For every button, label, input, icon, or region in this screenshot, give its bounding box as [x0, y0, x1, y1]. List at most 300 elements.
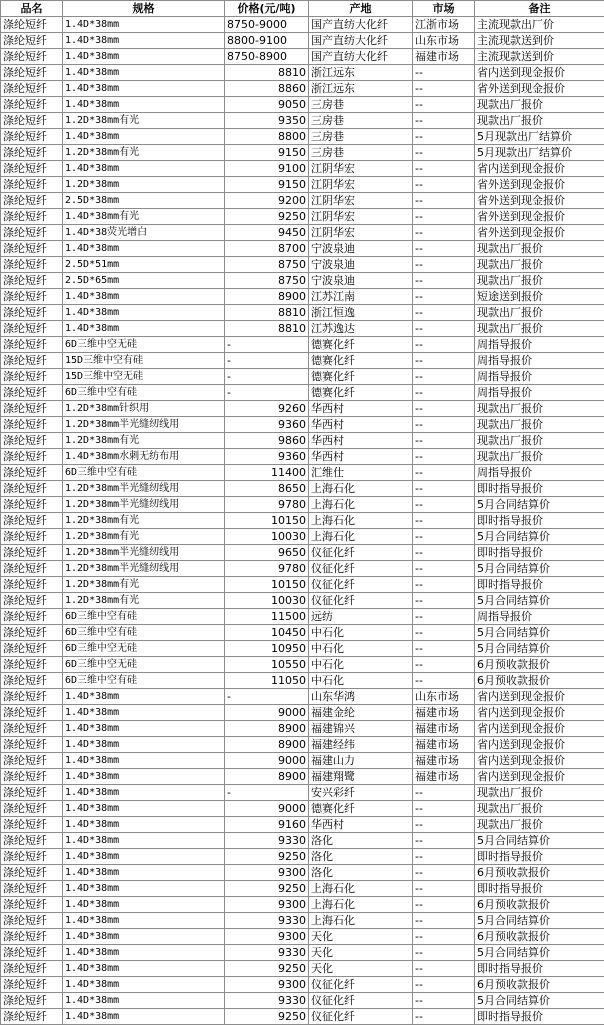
cell-origin: 洛化	[309, 849, 413, 865]
cell-spec: 1.4D*38mm	[63, 769, 225, 785]
cell-remark: 周指导报价	[475, 609, 604, 625]
cell-market: --	[413, 593, 475, 609]
cell-spec: 1.2D*38mm有光	[63, 433, 225, 449]
cell-origin: 江阴华宏	[309, 193, 413, 209]
cell-product-name: 涤纶短纤	[1, 673, 63, 689]
cell-price: 9300	[225, 977, 309, 993]
cell-market: --	[413, 497, 475, 513]
cell-price: 8860	[225, 81, 309, 97]
cell-remark: 5月合同结算价	[475, 833, 604, 849]
cell-remark: 省内送到现金报价	[475, 769, 604, 785]
cell-price: 8900	[225, 721, 309, 737]
cell-price: 9360	[225, 417, 309, 433]
cell-price: 11050	[225, 673, 309, 689]
cell-market: --	[413, 97, 475, 113]
cell-market: --	[413, 673, 475, 689]
cell-origin: 江阴华宏	[309, 177, 413, 193]
cell-price: 10030	[225, 529, 309, 545]
cell-remark: 省内送到现金报价	[475, 753, 604, 769]
cell-market: 山东市场	[413, 689, 475, 705]
cell-spec: 6D三维中空有硅	[63, 465, 225, 481]
cell-spec: 1.2D*38mm有光	[63, 513, 225, 529]
cell-spec: 1.4D*38mm	[63, 993, 225, 1009]
cell-price: 8800-9100	[225, 33, 309, 49]
table-row	[1, 385, 604, 401]
cell-price: 8900	[225, 737, 309, 753]
table-row	[1, 529, 604, 545]
cell-price: 10450	[225, 625, 309, 641]
cell-origin: 仪征化纤	[309, 977, 413, 993]
cell-product-name: 涤纶短纤	[1, 769, 63, 785]
cell-price: 9350	[225, 113, 309, 129]
cell-product-name: 涤纶短纤	[1, 97, 63, 113]
cell-price: -	[225, 385, 309, 401]
cell-market: 山东市场	[413, 33, 475, 49]
cell-origin: 福建金纶	[309, 705, 413, 721]
cell-product-name: 涤纶短纤	[1, 609, 63, 625]
cell-market: --	[413, 801, 475, 817]
cell-remark: 现款出厂报价	[475, 433, 604, 449]
cell-spec: 15D三维中空有硅	[63, 353, 225, 369]
cell-product-name: 涤纶短纤	[1, 817, 63, 833]
cell-spec: 1.4D*38荧光增白	[63, 225, 225, 241]
cell-spec: 1.4D*38mm	[63, 833, 225, 849]
cell-origin: 安兴彩纤	[309, 785, 413, 801]
cell-price: 9330	[225, 833, 309, 849]
cell-origin: 山东华鸿	[309, 689, 413, 705]
cell-product-name: 涤纶短纤	[1, 305, 63, 321]
cell-market: --	[413, 961, 475, 977]
cell-product-name: 涤纶短纤	[1, 577, 63, 593]
cell-price: 9860	[225, 433, 309, 449]
cell-price: 9150	[225, 177, 309, 193]
table-row	[1, 769, 604, 785]
cell-product-name: 涤纶短纤	[1, 193, 63, 209]
cell-price: -	[225, 353, 309, 369]
table-row	[1, 593, 604, 609]
cell-market: --	[413, 865, 475, 881]
cell-market: --	[413, 113, 475, 129]
cell-remark: 省外送到现金报价	[475, 193, 604, 209]
cell-price: 8900	[225, 769, 309, 785]
cell-product-name: 涤纶短纤	[1, 753, 63, 769]
table-row	[1, 417, 604, 433]
cell-product-name: 涤纶短纤	[1, 1009, 63, 1025]
cell-product-name: 涤纶短纤	[1, 81, 63, 97]
cell-origin: 江阴华宏	[309, 161, 413, 177]
cell-origin: 中石化	[309, 641, 413, 657]
table-row	[1, 513, 604, 529]
cell-origin: 国产直纺大化纤	[309, 33, 413, 49]
cell-market: --	[413, 417, 475, 433]
cell-remark: 6月预收款报价	[475, 673, 604, 689]
cell-price: -	[225, 785, 309, 801]
cell-product-name: 涤纶短纤	[1, 497, 63, 513]
table-row	[1, 673, 604, 689]
cell-remark: 即时指导报价	[475, 1009, 604, 1025]
cell-market: --	[413, 609, 475, 625]
cell-spec: 1.4D*38mm	[63, 913, 225, 929]
table-row	[1, 273, 604, 289]
cell-origin: 洛化	[309, 833, 413, 849]
cell-remark: 省内送到现金报价	[475, 705, 604, 721]
cell-price: 9780	[225, 497, 309, 513]
cell-origin: 汇维仕	[309, 465, 413, 481]
cell-remark: 现款出厂报价	[475, 801, 604, 817]
cell-product-name: 涤纶短纤	[1, 353, 63, 369]
cell-remark: 5月合同结算价	[475, 561, 604, 577]
cell-remark: 即时指导报价	[475, 881, 604, 897]
cell-price: 9300	[225, 897, 309, 913]
table-row	[1, 369, 604, 385]
cell-price: 9150	[225, 145, 309, 161]
cell-product-name: 涤纶短纤	[1, 401, 63, 417]
cell-remark: 省内送到现金报价	[475, 689, 604, 705]
cell-market: 福建市场	[413, 49, 475, 65]
cell-price: 10150	[225, 577, 309, 593]
table-row	[1, 993, 604, 1009]
table-row	[1, 177, 604, 193]
cell-spec: 1.2D*38mm有光	[63, 113, 225, 129]
table-row	[1, 753, 604, 769]
cell-origin: 三房巷	[309, 97, 413, 113]
cell-product-name: 涤纶短纤	[1, 961, 63, 977]
cell-remark: 周指导报价	[475, 369, 604, 385]
cell-spec: 1.4D*38mm	[63, 865, 225, 881]
table-row	[1, 737, 604, 753]
cell-origin: 三房巷	[309, 113, 413, 129]
header-market: 市场	[413, 1, 475, 17]
table-row	[1, 465, 604, 481]
cell-remark: 5月合同结算价	[475, 945, 604, 961]
table-row	[1, 785, 604, 801]
cell-product-name: 涤纶短纤	[1, 897, 63, 913]
cell-product-name: 涤纶短纤	[1, 849, 63, 865]
cell-remark: 主流现款送到价	[475, 33, 604, 49]
cell-origin: 福建山力	[309, 753, 413, 769]
cell-spec: 1.2D*38mm半光缝纫线用	[63, 417, 225, 433]
table-row	[1, 145, 604, 161]
cell-price: -	[225, 369, 309, 385]
cell-remark: 6月预收款报价	[475, 657, 604, 673]
cell-origin: 浙江远东	[309, 81, 413, 97]
table-row	[1, 657, 604, 673]
cell-product-name: 涤纶短纤	[1, 289, 63, 305]
header-spec: 规格	[63, 1, 225, 17]
cell-origin: 华西村	[309, 449, 413, 465]
cell-origin: 上海石化	[309, 513, 413, 529]
cell-price: 8750	[225, 273, 309, 289]
cell-remark: 5月合同结算价	[475, 993, 604, 1009]
cell-origin: 天化	[309, 945, 413, 961]
cell-spec: 1.4D*38mm	[63, 161, 225, 177]
cell-origin: 仪征化纤	[309, 1009, 413, 1025]
cell-price: 10150	[225, 513, 309, 529]
cell-market: --	[413, 385, 475, 401]
table-row	[1, 865, 604, 881]
cell-product-name: 涤纶短纤	[1, 705, 63, 721]
table-row	[1, 801, 604, 817]
cell-remark: 主流现款出厂价	[475, 17, 604, 33]
cell-origin: 德赛化纤	[309, 337, 413, 353]
cell-remark: 现款出厂报价	[475, 305, 604, 321]
cell-price: 8810	[225, 65, 309, 81]
cell-price: 9000	[225, 753, 309, 769]
cell-product-name: 涤纶短纤	[1, 593, 63, 609]
table-row	[1, 17, 604, 33]
cell-market: --	[413, 241, 475, 257]
cell-product-name: 涤纶短纤	[1, 161, 63, 177]
cell-price: 11500	[225, 609, 309, 625]
table-row	[1, 817, 604, 833]
cell-price: 8750-8900	[225, 49, 309, 65]
cell-market: --	[413, 1009, 475, 1025]
cell-origin: 宁波泉迪	[309, 273, 413, 289]
cell-remark: 省内送到现金报价	[475, 65, 604, 81]
cell-price: 9250	[225, 961, 309, 977]
cell-market: --	[413, 209, 475, 225]
cell-price: 9000	[225, 705, 309, 721]
cell-product-name: 涤纶短纤	[1, 129, 63, 145]
cell-price: 8700	[225, 241, 309, 257]
cell-origin: 福建经纬	[309, 737, 413, 753]
cell-product-name: 涤纶短纤	[1, 785, 63, 801]
cell-origin: 洛化	[309, 865, 413, 881]
cell-origin: 德赛化纤	[309, 801, 413, 817]
cell-spec: 2.5D*38mm	[63, 193, 225, 209]
cell-spec: 1.4D*38mm	[63, 305, 225, 321]
cell-product-name: 涤纶短纤	[1, 801, 63, 817]
cell-product-name: 涤纶短纤	[1, 433, 63, 449]
cell-price: 8810	[225, 321, 309, 337]
cell-spec: 1.4D*38mm	[63, 289, 225, 305]
cell-product-name: 涤纶短纤	[1, 33, 63, 49]
cell-price: 8650	[225, 481, 309, 497]
cell-remark: 5月现款出厂结算价	[475, 129, 604, 145]
cell-market: --	[413, 897, 475, 913]
cell-product-name: 涤纶短纤	[1, 209, 63, 225]
cell-product-name: 涤纶短纤	[1, 369, 63, 385]
table-row	[1, 497, 604, 513]
cell-spec: 6D三维中空无硅	[63, 337, 225, 353]
cell-origin: 天化	[309, 961, 413, 977]
table-row	[1, 449, 604, 465]
cell-spec: 1.4D*38mm	[63, 945, 225, 961]
cell-price: 9050	[225, 97, 309, 113]
cell-remark: 周指导报价	[475, 385, 604, 401]
cell-remark: 6月预收款报价	[475, 977, 604, 993]
cell-origin: 宁波泉迪	[309, 241, 413, 257]
cell-remark: 现款出厂报价	[475, 449, 604, 465]
table-row	[1, 193, 604, 209]
cell-price: 9100	[225, 161, 309, 177]
table-row	[1, 81, 604, 97]
cell-product-name: 涤纶短纤	[1, 561, 63, 577]
cell-market: --	[413, 353, 475, 369]
table-row	[1, 929, 604, 945]
table-row	[1, 353, 604, 369]
cell-spec: 1.4D*38mm	[63, 737, 225, 753]
cell-product-name: 涤纶短纤	[1, 417, 63, 433]
table-row	[1, 113, 604, 129]
cell-market: --	[413, 129, 475, 145]
table-row	[1, 849, 604, 865]
cell-price: 9450	[225, 225, 309, 241]
cell-spec: 15D三维中空无硅	[63, 369, 225, 385]
header-remark: 备注	[475, 1, 604, 17]
cell-product-name: 涤纶短纤	[1, 945, 63, 961]
cell-spec: 6D三维中空有硅	[63, 625, 225, 641]
cell-market: 福建市场	[413, 753, 475, 769]
cell-remark: 即时指导报价	[475, 849, 604, 865]
cell-price: 9000	[225, 801, 309, 817]
cell-market: --	[413, 225, 475, 241]
cell-spec: 1.4D*38mm	[63, 961, 225, 977]
cell-remark: 现款出厂报价	[475, 785, 604, 801]
cell-spec: 1.2D*38mm半光缝纫线用	[63, 545, 225, 561]
cell-price: 10950	[225, 641, 309, 657]
cell-spec: 2.5D*65mm	[63, 273, 225, 289]
cell-remark: 周指导报价	[475, 353, 604, 369]
cell-remark: 现款出厂报价	[475, 321, 604, 337]
cell-price: 8800	[225, 129, 309, 145]
cell-origin: 上海石化	[309, 497, 413, 513]
cell-remark: 现款出厂报价	[475, 257, 604, 273]
cell-spec: 1.4D*38mm	[63, 721, 225, 737]
table-row	[1, 401, 604, 417]
cell-spec: 1.4D*38mm	[63, 17, 225, 33]
table-row	[1, 881, 604, 897]
cell-product-name: 涤纶短纤	[1, 49, 63, 65]
cell-remark: 省外送到现金报价	[475, 225, 604, 241]
cell-price: 9250	[225, 849, 309, 865]
cell-product-name: 涤纶短纤	[1, 529, 63, 545]
cell-price: 9330	[225, 913, 309, 929]
cell-market: 福建市场	[413, 769, 475, 785]
cell-origin: 上海石化	[309, 897, 413, 913]
cell-market: --	[413, 641, 475, 657]
cell-price: 9250	[225, 209, 309, 225]
header-origin: 产地	[309, 1, 413, 17]
cell-origin: 浙江恒逸	[309, 305, 413, 321]
cell-product-name: 涤纶短纤	[1, 321, 63, 337]
cell-origin: 福建翔鹭	[309, 769, 413, 785]
cell-market: --	[413, 977, 475, 993]
cell-market: --	[413, 65, 475, 81]
cell-price: 9330	[225, 945, 309, 961]
cell-product-name: 涤纶短纤	[1, 465, 63, 481]
cell-remark: 即时指导报价	[475, 513, 604, 529]
cell-market: --	[413, 481, 475, 497]
cell-product-name: 涤纶短纤	[1, 993, 63, 1009]
cell-origin: 福建锦兴	[309, 721, 413, 737]
cell-origin: 仪征化纤	[309, 993, 413, 1009]
cell-product-name: 涤纶短纤	[1, 481, 63, 497]
cell-remark: 现款出厂报价	[475, 273, 604, 289]
table-row	[1, 257, 604, 273]
cell-remark: 即时指导报价	[475, 545, 604, 561]
cell-product-name: 涤纶短纤	[1, 545, 63, 561]
cell-origin: 上海石化	[309, 881, 413, 897]
cell-origin: 仪征化纤	[309, 545, 413, 561]
cell-remark: 周指导报价	[475, 465, 604, 481]
cell-product-name: 涤纶短纤	[1, 385, 63, 401]
cell-price: 9250	[225, 881, 309, 897]
cell-remark: 即时指导报价	[475, 481, 604, 497]
cell-spec: 1.4D*38mm	[63, 97, 225, 113]
table-row	[1, 97, 604, 113]
cell-origin: 国产直纺大化纤	[309, 17, 413, 33]
cell-spec: 1.2D*38mm有光	[63, 577, 225, 593]
cell-market: 福建市场	[413, 705, 475, 721]
table-row	[1, 609, 604, 625]
cell-origin: 上海石化	[309, 481, 413, 497]
cell-spec: 1.2D*38mm	[63, 177, 225, 193]
cell-market: --	[413, 929, 475, 945]
cell-market: --	[413, 625, 475, 641]
cell-price: -	[225, 689, 309, 705]
header-price: 价格(元/吨)	[225, 1, 309, 17]
cell-remark: 短途送到报价	[475, 289, 604, 305]
cell-market: --	[413, 465, 475, 481]
cell-product-name: 涤纶短纤	[1, 977, 63, 993]
cell-remark: 6月预收款报价	[475, 929, 604, 945]
cell-market: --	[413, 849, 475, 865]
cell-remark: 5月合同结算价	[475, 913, 604, 929]
cell-spec: 1.4D*38mm	[63, 977, 225, 993]
cell-market: --	[413, 161, 475, 177]
cell-origin: 浙江远东	[309, 65, 413, 81]
cell-spec: 1.4D*38mm	[63, 321, 225, 337]
table-body	[1, 17, 604, 1025]
table-row	[1, 49, 604, 65]
cell-origin: 三房巷	[309, 145, 413, 161]
cell-origin: 华西村	[309, 401, 413, 417]
table-row	[1, 897, 604, 913]
cell-remark: 现款出厂报价	[475, 417, 604, 433]
cell-spec: 6D三维中空有硅	[63, 385, 225, 401]
cell-price: 8900	[225, 289, 309, 305]
cell-price: 9200	[225, 193, 309, 209]
cell-spec: 6D三维中空有硅	[63, 673, 225, 689]
cell-spec: 1.2D*38mm半光缝纫线用	[63, 561, 225, 577]
table-row	[1, 545, 604, 561]
cell-market: --	[413, 401, 475, 417]
cell-product-name: 涤纶短纤	[1, 65, 63, 81]
cell-market: --	[413, 145, 475, 161]
cell-product-name: 涤纶短纤	[1, 145, 63, 161]
table-row	[1, 129, 604, 145]
cell-origin: 宁波泉迪	[309, 257, 413, 273]
cell-price: 9300	[225, 865, 309, 881]
cell-spec: 1.4D*38mm	[63, 929, 225, 945]
table-row	[1, 33, 604, 49]
cell-price: 9360	[225, 449, 309, 465]
cell-spec: 1.4D*38mm	[63, 785, 225, 801]
cell-market: --	[413, 257, 475, 273]
table-row	[1, 337, 604, 353]
cell-remark: 省内送到现金报价	[475, 737, 604, 753]
cell-product-name: 涤纶短纤	[1, 737, 63, 753]
cell-origin: 国产直纺大化纤	[309, 49, 413, 65]
cell-origin: 三房巷	[309, 129, 413, 145]
cell-origin: 江阴华宏	[309, 209, 413, 225]
cell-spec: 1.2D*38mm半光缝纫线用	[63, 481, 225, 497]
cell-origin: 华西村	[309, 433, 413, 449]
cell-origin: 江苏逸达	[309, 321, 413, 337]
cell-product-name: 涤纶短纤	[1, 177, 63, 193]
cell-price: 9160	[225, 817, 309, 833]
